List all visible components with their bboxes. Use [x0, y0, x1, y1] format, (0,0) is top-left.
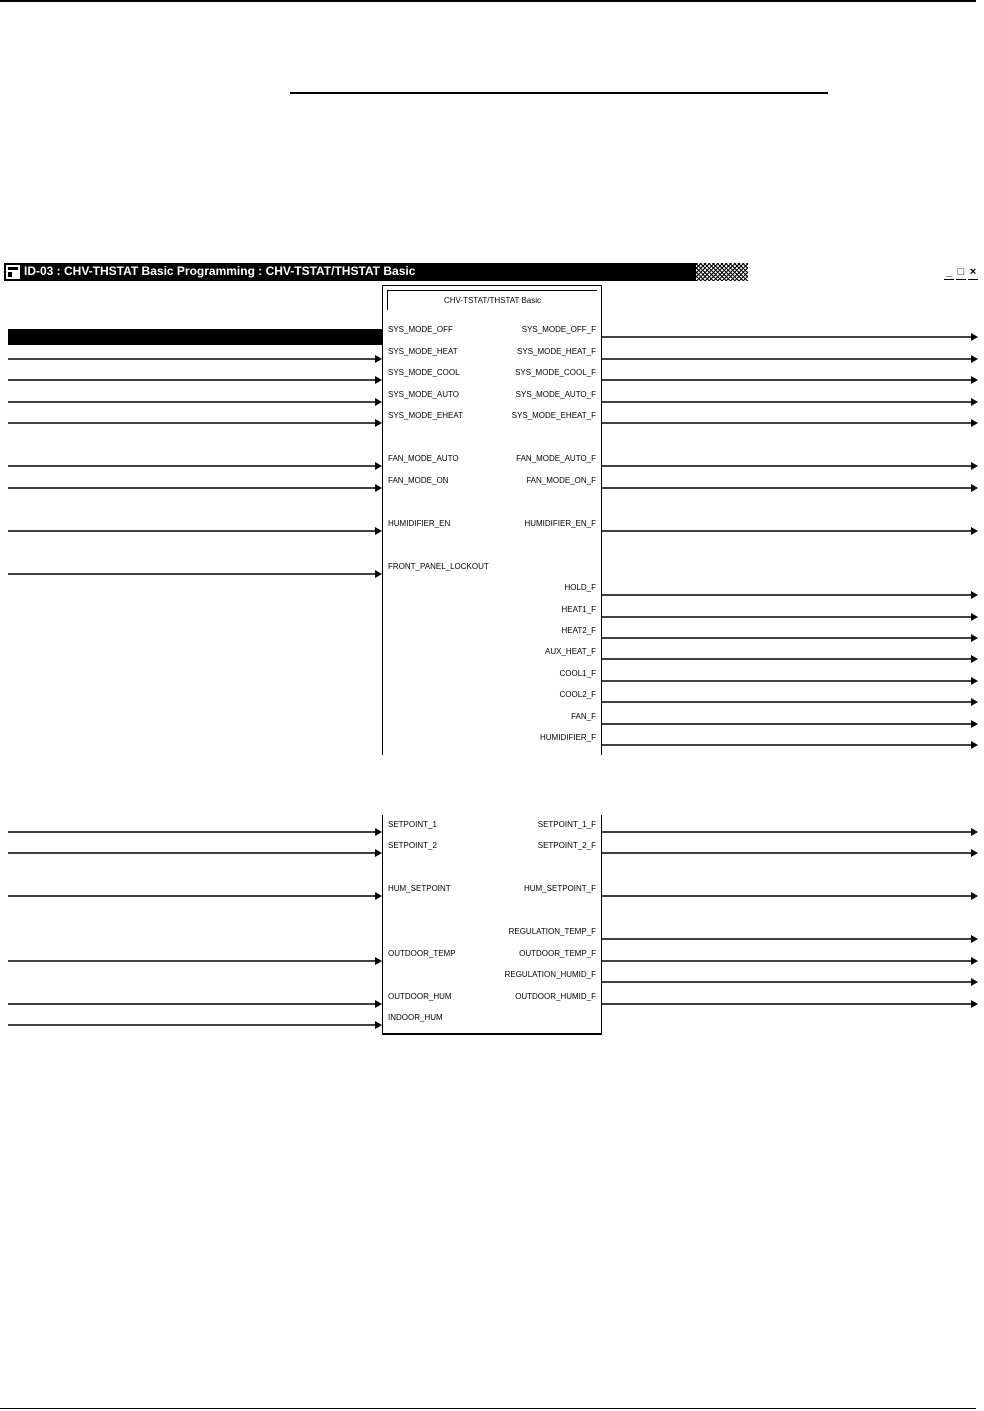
output-sys-mode-off-f-arrow: [971, 333, 978, 341]
output-port-humidifier-en-f: HUMIDIFIER_EN_F: [524, 519, 596, 528]
input-sys-mode-heat-arrow: [375, 355, 382, 363]
input-port-front-panel-lockout: FRONT_PANEL_LOCKOUT: [388, 562, 489, 571]
input-humidifier-en-arrow: [375, 527, 382, 535]
output-outdoor-temp-f-arrow: [971, 957, 978, 965]
input-port-humidifier-en: HUMIDIFIER_EN: [388, 519, 451, 528]
input-indoor-hum-arrow: [375, 1021, 382, 1029]
output-port-hum-setpoint-f: HUM_SETPOINT_F: [523, 884, 596, 893]
output-port-aux-heat-f: AUX_HEAT_F: [545, 647, 596, 656]
output-port-setpoint-2-f: SETPOINT_2_F: [537, 841, 596, 850]
input-port-outdoor-temp: OUTDOOR_TEMP: [388, 949, 456, 958]
output-port-sys-mode-eheat-f: SYS_MODE_EHEAT_F: [511, 411, 596, 420]
input-outdoor-hum-arrow: [375, 1000, 382, 1008]
output-setpoint-2-f-arrow: [971, 849, 978, 857]
output-port-fan-f: FAN_F: [571, 712, 596, 721]
output-port-cool2-f: COOL2_F: [559, 690, 596, 699]
input-port-sys-mode-eheat: SYS_MODE_EHEAT: [388, 411, 463, 420]
output-port-regulation-temp-f: REGULATION_TEMP_F: [508, 927, 596, 936]
output-fan-f-arrow: [971, 720, 978, 728]
output-port-cool1-f: COOL1_F: [559, 669, 596, 678]
input-setpoint-2-arrow: [375, 849, 382, 857]
input-port-outdoor-hum: OUTDOOR_HUM: [388, 992, 452, 1001]
output-port-fan-mode-auto-f: FAN_MODE_AUTO_F: [516, 454, 596, 463]
input-sys-mode-eheat-arrow: [375, 419, 382, 427]
output-fan-mode-on-f-arrow: [971, 484, 978, 492]
output-heat1-f-arrow: [971, 613, 978, 621]
output-port-outdoor-temp-f: OUTDOOR_TEMP_F: [519, 949, 596, 958]
input-port-sys-mode-off: SYS_MODE_OFF: [388, 325, 453, 334]
input-hum-setpoint-arrow: [375, 892, 382, 900]
input-setpoint-1-arrow: [375, 828, 382, 836]
output-port-humidifier-f: HUMIDIFIER_F: [540, 733, 596, 742]
output-port-fan-mode-on-f: FAN_MODE_ON_F: [526, 476, 596, 485]
output-port-regulation-humid-f: REGULATION_HUMID_F: [504, 970, 596, 979]
input-port-indoor-hum: INDOOR_HUM: [388, 1013, 443, 1022]
output-cool2-f-arrow: [971, 698, 978, 706]
input-outdoor-temp-arrow: [375, 957, 382, 965]
output-setpoint-1-f-arrow: [971, 828, 978, 836]
block-name: CHV-TSTAT/THSTAT Basic: [387, 290, 597, 310]
output-port-outdoor-humid-f: OUTDOOR_HUMID_F: [515, 992, 596, 1001]
minimize-button[interactable]: _: [945, 266, 953, 278]
output-cool1-f-arrow: [971, 677, 978, 685]
output-port-heat1-f: HEAT1_F: [561, 605, 596, 614]
input-front-panel-lockout-arrow: [375, 570, 382, 578]
output-humidifier-en-f-arrow: [971, 527, 978, 535]
output-port-sys-mode-heat-f: SYS_MODE_HEAT_F: [517, 347, 596, 356]
close-button[interactable]: ×: [969, 266, 977, 278]
output-hold-f-arrow: [971, 591, 978, 599]
output-outdoor-humid-f-arrow: [971, 1000, 978, 1008]
output-port-sys-mode-auto-f: SYS_MODE_AUTO_F: [515, 390, 596, 399]
output-port-heat2-f: HEAT2_F: [561, 626, 596, 635]
output-sys-mode-cool-f-arrow: [971, 376, 978, 384]
maximize-button[interactable]: □: [957, 266, 965, 278]
output-regulation-temp-f-arrow: [971, 935, 978, 943]
input-sys-mode-auto-arrow: [375, 398, 382, 406]
input-port-fan-mode-on: FAN_MODE_ON: [388, 476, 449, 485]
input-port-sys-mode-heat: SYS_MODE_HEAT: [388, 347, 458, 356]
input-fan-mode-auto-arrow: [375, 462, 382, 470]
output-port-sys-mode-off-f: SYS_MODE_OFF_F: [521, 325, 596, 334]
output-port-hold-f: HOLD_F: [564, 583, 596, 592]
output-humidifier-f-arrow: [971, 741, 978, 749]
output-heat2-f-arrow: [971, 634, 978, 642]
input-port-setpoint-2: SETPOINT_2: [388, 841, 437, 850]
output-fan-mode-auto-f-arrow: [971, 462, 978, 470]
input-port-sys-mode-auto: SYS_MODE_AUTO: [388, 390, 459, 399]
output-port-setpoint-1-f: SETPOINT_1_F: [537, 820, 596, 829]
window-title: ID-03 : CHV-THSTAT Basic Programming : CHV-TSTAT/THSTAT Basic: [24, 264, 416, 278]
output-sys-mode-auto-f-arrow: [971, 398, 978, 406]
input-fan-mode-on-arrow: [375, 484, 382, 492]
input-port-setpoint-1: SETPOINT_1: [388, 820, 437, 829]
output-sys-mode-heat-f-arrow: [971, 355, 978, 363]
input-port-sys-mode-cool: SYS_MODE_COOL: [388, 368, 460, 377]
input-port-fan-mode-auto: FAN_MODE_AUTO: [388, 454, 459, 463]
output-aux-heat-f-arrow: [971, 655, 978, 663]
output-sys-mode-eheat-f-arrow: [971, 419, 978, 427]
output-regulation-humid-f-arrow: [971, 978, 978, 986]
output-hum-setpoint-f-arrow: [971, 892, 978, 900]
output-port-sys-mode-cool-f: SYS_MODE_COOL_F: [515, 368, 596, 377]
input-sys-mode-cool-arrow: [375, 376, 382, 384]
input-port-hum-setpoint: HUM_SETPOINT: [388, 884, 451, 893]
